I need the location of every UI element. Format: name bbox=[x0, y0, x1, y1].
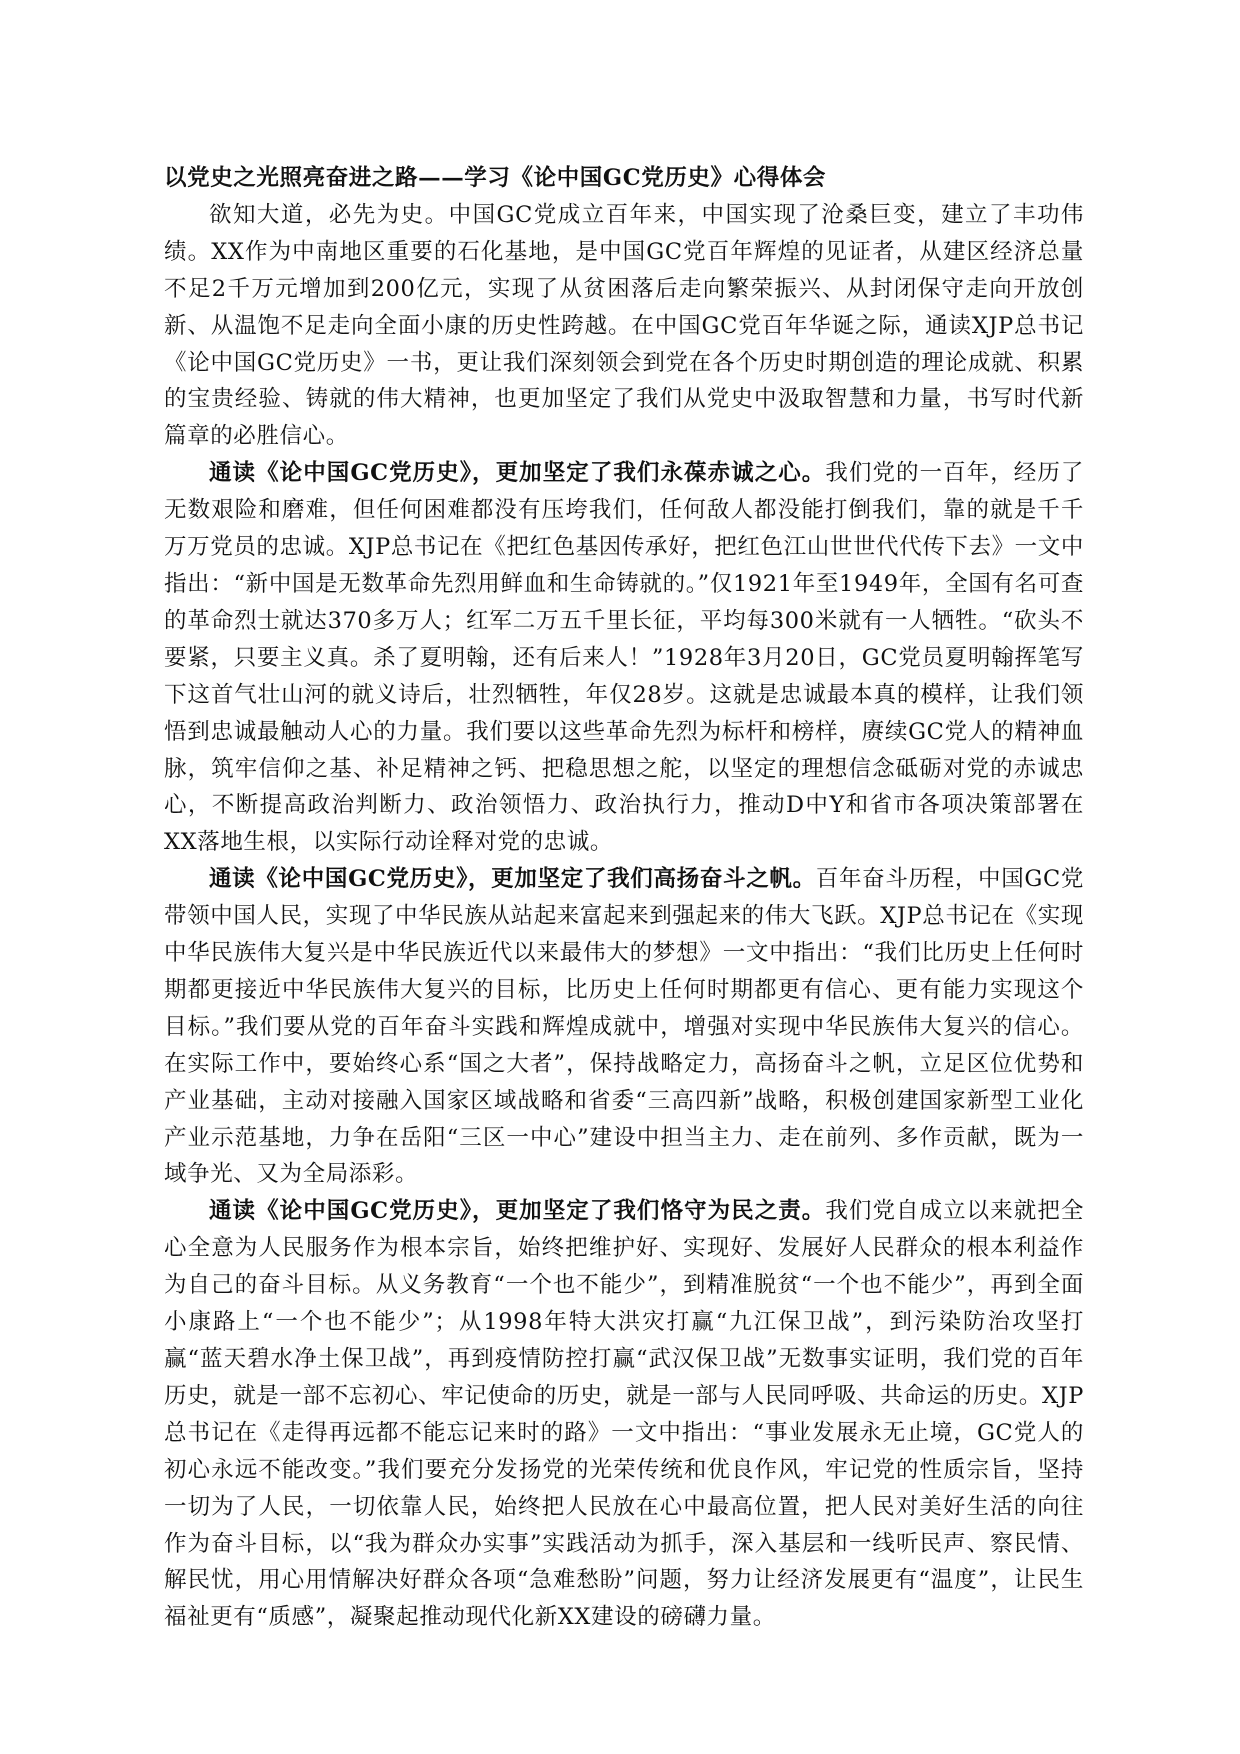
document-body bbox=[164, 160, 1084, 1636]
section-body-people: 我们党自成立以来就把全心全意为人民服务作为根本宗旨，始终把维护好、实现好、发展好人民群众的根本利益作为自己的奋斗目标。从义务教育“一个也不能少”，到精准脱贫“一个也不能少”，再到全面小康路上“一个也不能少”；从1998年特大洪灾打赢“九江保卫战”，到污染防治攻坚打赢“蓝天碧水净土保卫战”，再到疫情防控打赢“武汉保卫战”无数事实证明，我们党的百年历史，就是一部不忘初心、牢记使命的历史，就是一部与人民同呼吸、共命运的历史。XJP总书记在《走得再远都不能忘记来时的路》一文中指出：“事业发展永无止境，GC党人的初心永远不能改变。”我们要充分发扬党的光荣传统和优良作风，牢记党的性质宗旨，坚持一切为了人民，一切依靠人民，始终把人民放在心中最高位置，把人民对美好生活的向往作为奋斗目标，以“我为群众办实事”实践活动为抓手，深入基层和一线听民声、察民情、解民忧，用心用情解决好群众各项“急难愁盼”问题，努力让经济发展更有“温度”，让民生福祉更有“质感”，凝聚起推动现代化新XX建设的磅礴力量。 bbox=[164, 1198, 1084, 1631]
section-lead-loyalty: 通读《论中国GC党历史》，更加坚定了我们永葆赤诚之心。 bbox=[209, 460, 826, 487]
section-lead-struggle: 通读《论中国GC党历史》，更加坚定了我们高扬奋斗之帆。 bbox=[209, 866, 816, 893]
intro-paragraph: 欲知大道，必先为史。中国GC党成立百年来，中国实现了沧桑巨变，建立了丰功伟绩。XX作为中南地区重要的石化基地，是中国GC党百年辉煌的见证者，从建区经济总量不足2千万元增加到200亿元，实现了从贫困落后走向繁荣振兴、从封闭保守走向开放创新、从温饱不足走向全面小康的历史性跨越。在中国GC党百年华诞之际，通读XJP总书记《论中国GC党历史》一书，更让我们深刻领会到党在各个历史时期创造的理论成就、积累的宝贵经验、铸就的伟大精神，也更加坚定了我们从党史中汲取智慧和力量，书写时代新篇章的必胜信心。 bbox=[164, 201, 1084, 450]
section-body-loyalty: 我们党的一百年，经历了无数艰险和磨难，但任何困难都没有压垮我们，任何敌人都没能打倒我们，靠的就是千千万万党员的忠诚。XJP总书记在《把红色基因传承好，把红色江山世世代代传下去》一文中指出：“新中国是无数革命先烈用鲜血和生命铸就的。”仅1921年至1949年，全国有名可查的革命烈士就达370多万人；红军二万五千里长征，平均每300米就有一人牺牲。“砍头不要紧，只要主义真。杀了夏明翰，还有后来人！”1928年3月20日，GC党员夏明翰挥笔写下这首气壮山河的就义诗后，壮烈牺牲，年仅28岁。这就是忠诚最本真的模样，让我们领悟到忠诚最触动人心的力量。我们要以这些革命先烈为标杆和榜样，赓续GC党人的精神血脉，筑牢信仰之基、补足精神之钙、把稳思想之舵，以坚定的理想信念砥砺对党的赤诚忠心，不断提高政治判断力、政治领悟力、政治执行力，推动D中Y和省市各项决策部署在XX落地生根，以实际行动诠释对党的忠诚。 bbox=[164, 460, 1084, 856]
section-lead-people: 通读《论中国GC党历史》，更加坚定了我们恪守为民之责。 bbox=[209, 1198, 826, 1225]
section-body-struggle: 百年奋斗历程，中国GC党带领中国人民，实现了中华民族从站起来富起来到强起来的伟大飞跃。XJP总书记在《实现中华民族伟大复兴是中华民族近代以来最伟大的梦想》一文中指出：“我们比历史上任何时期都更接近中华民族伟大复兴的目标，比历史上任何时期都更有信心、更有能力实现这个目标。”我们要从党的百年奋斗实践和辉煌成就中，增强对实现中华民族伟大复兴的信心。在实际工作中，要始终心系“国之大者”，保持战略定力，高扬奋斗之帆，立足区位优势和产业基础，主动对接融入国家区域战略和省委“三高四新”战略，积极创建国家新型工业化产业示范基地，力争在岳阳“三区一中心”建设中担当主力、走在前列、多作贡献，既为一域争光、又为全局添彩。 bbox=[164, 866, 1084, 1188]
section-paragraph-people bbox=[164, 1193, 1084, 1636]
section-paragraph-loyalty bbox=[164, 455, 1084, 861]
section-paragraph-struggle bbox=[164, 861, 1084, 1193]
document-title: 以党史之光照亮奋进之路——学习《论中国GC党历史》心得体会 bbox=[164, 165, 827, 191]
